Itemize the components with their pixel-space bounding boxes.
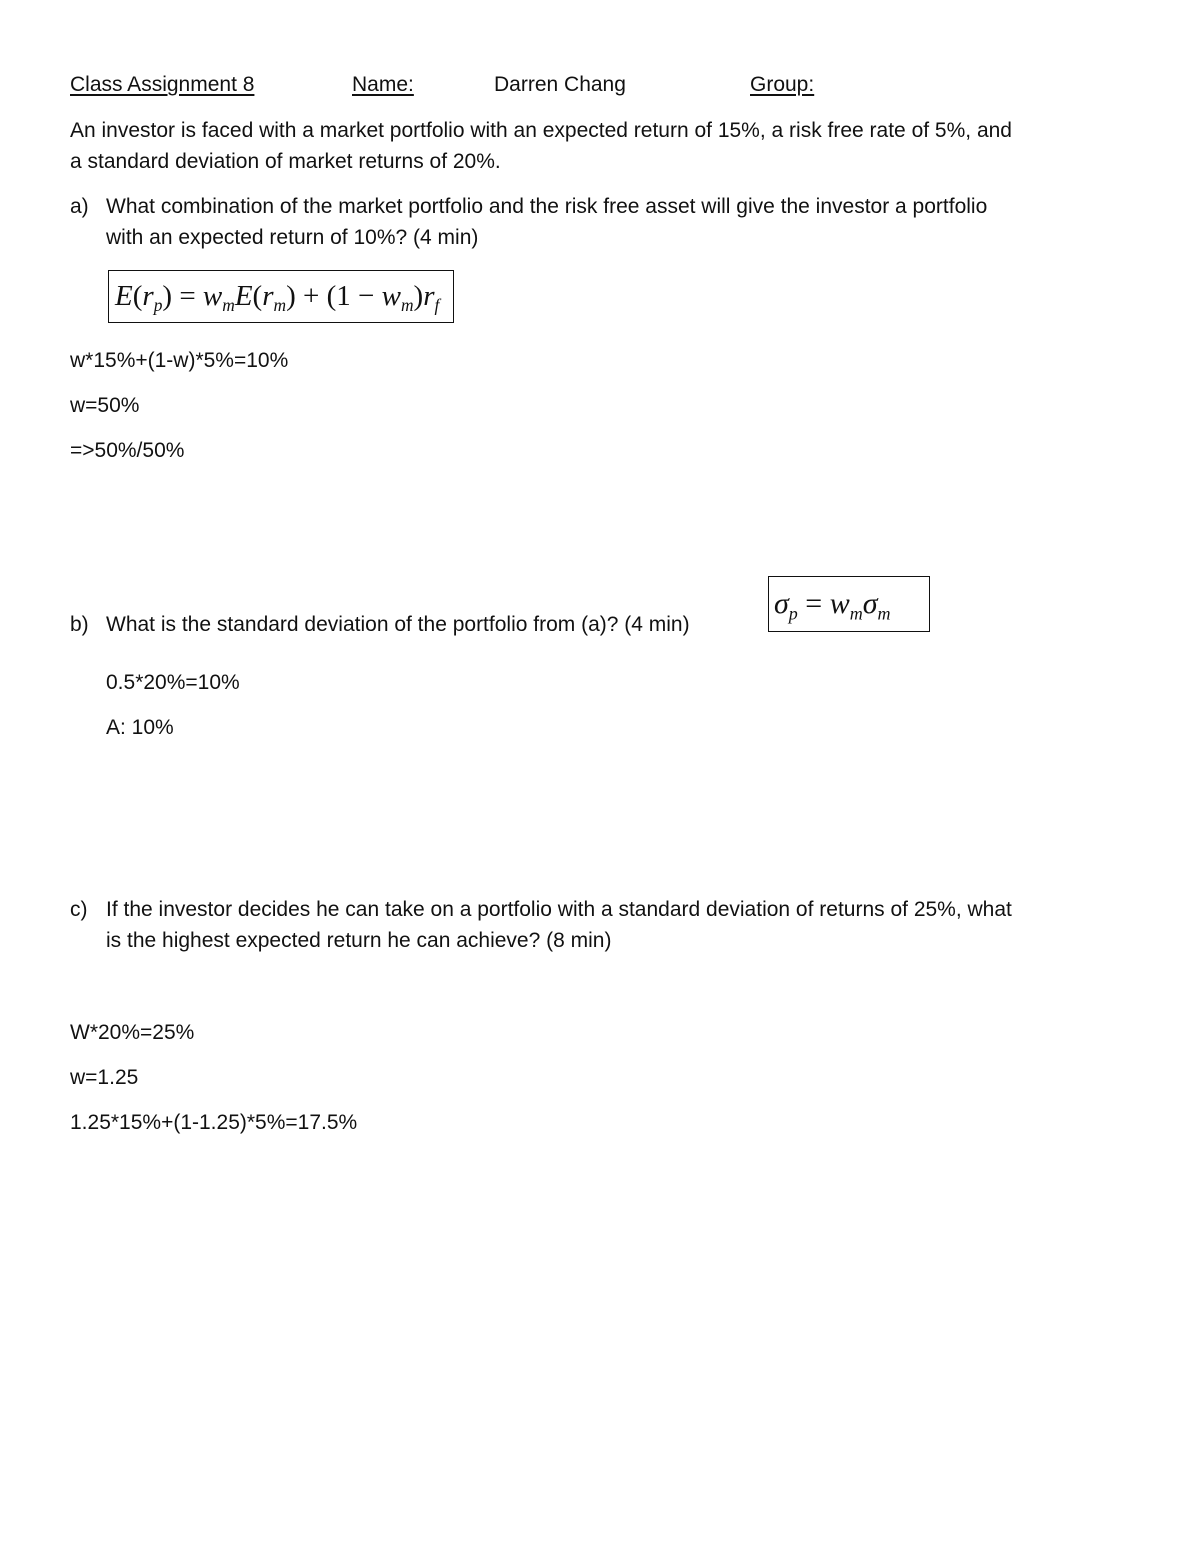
formula-b-sigma2: σ <box>862 587 878 620</box>
formula-a-f: f <box>434 295 440 316</box>
formula-b-sigma1: σ <box>774 587 789 620</box>
formula-b-eq: = <box>797 587 830 620</box>
question-a-line-2: with an expected return of 10%? (4 min) <box>106 226 479 249</box>
formula-a-m3: m <box>400 295 414 316</box>
expected-return-formula <box>108 270 454 323</box>
formula-a-p: p <box>153 295 163 316</box>
answer-c-line-3: 1.25*15%+(1-1.25)*5%=17.5% <box>70 1111 358 1134</box>
question-b-line-1: What is the standard deviation of the portfolio from (a)? (4 min) <box>106 613 690 636</box>
formula-a-E1: E <box>115 280 133 312</box>
answer-a-line-2: w=50% <box>70 394 140 417</box>
formula-a-close3: ) <box>413 280 424 312</box>
formula-a-close2: ) <box>286 280 296 312</box>
formula-a-eq: = <box>172 280 203 312</box>
answer-b-line-1: 0.5*20%=10% <box>106 671 240 694</box>
question-a-line-1: What combination of the market portfolio and the risk free asset will give the investor a portfolio <box>106 195 988 218</box>
std-dev-formula <box>768 576 930 632</box>
formula-a-open3: (1 − <box>326 280 382 312</box>
formula-b-m2: m <box>877 603 891 624</box>
formula-a-open2: ( <box>252 280 263 312</box>
intro-line-2: a standard deviation of market returns of 20%. <box>70 150 501 173</box>
formula-a-w2: w <box>381 280 401 312</box>
question-c-line-2: is the highest expected return he can achieve? (8 min) <box>106 929 612 952</box>
formula-b-w: w <box>829 587 850 620</box>
formula-a-r3: r <box>423 280 435 312</box>
intro-line-1: An investor is faced with a market portfolio with an expected return of 15%, a risk free rate of 5%, and <box>70 119 1012 142</box>
formula-a-open1: ( <box>132 280 143 312</box>
assignment-title: Class Assignment 8 <box>70 73 255 96</box>
formula-a-w1: w <box>202 280 223 312</box>
student-name: Darren Chang <box>494 73 626 96</box>
formula-a-close1: ) <box>162 280 173 312</box>
name-label: Name: <box>352 73 414 96</box>
formula-a-E2: E <box>234 280 253 312</box>
question-b-marker: b) <box>70 613 89 636</box>
formula-a-r1: r <box>142 280 154 312</box>
answer-c-line-1: W*20%=25% <box>70 1021 195 1044</box>
answer-a-line-3: =>50%/50% <box>70 439 185 462</box>
formula-a-plus: + <box>295 280 327 312</box>
formula-a-m2: m <box>273 295 287 316</box>
answer-a-line-1: w*15%+(1-w)*5%=10% <box>70 349 289 372</box>
formula-a-r2: r <box>262 280 274 312</box>
formula-b-m1: m <box>849 603 863 624</box>
question-a-marker: a) <box>70 195 89 218</box>
answer-c-line-2: w=1.25 <box>70 1066 139 1089</box>
formula-b-p: p <box>788 603 798 624</box>
question-c-line-1: If the investor decides he can take on a portfolio with a standard deviation of returns of 25%, what <box>106 898 1012 921</box>
question-c-marker: c) <box>70 898 88 921</box>
formula-a-m1: m <box>222 295 235 316</box>
group-label: Group: <box>750 73 815 96</box>
answer-b-line-2: A: 10% <box>106 716 174 739</box>
